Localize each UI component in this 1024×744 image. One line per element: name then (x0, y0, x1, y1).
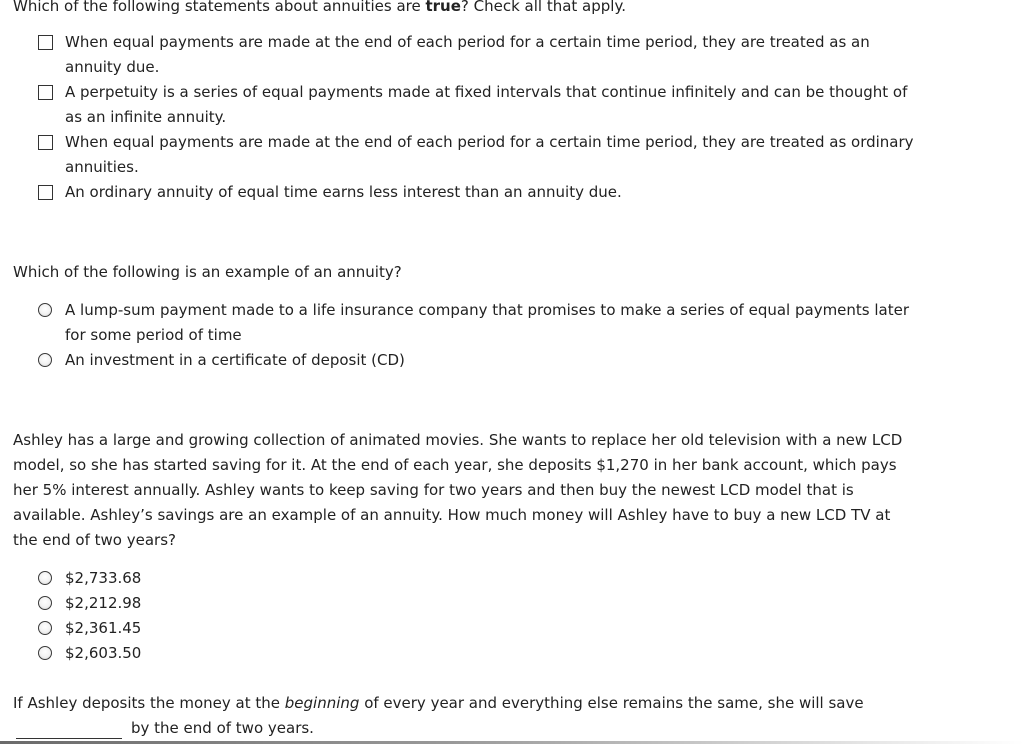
q3-option-3[interactable] (38, 616, 918, 641)
question-2-prompt: Which of the following is an example of an annuity? (13, 263, 402, 281)
q1-option-2-label: A perpetuity is a series of equal payments made at fixed intervals that continue infinitely and can be thought of as an infinite annuity. (65, 83, 908, 126)
q3-option-4-label: $2,603.50 (65, 644, 142, 662)
q3-option-2-label: $2,212.98 (65, 594, 142, 612)
radio-button[interactable] (38, 353, 52, 367)
radio-button[interactable] (38, 303, 52, 317)
q3-option-3-label: $2,361.45 (65, 619, 142, 637)
radio-button[interactable] (38, 621, 52, 635)
q2-option-2[interactable] (38, 348, 918, 373)
question-4-continuation: by the end of two years. (131, 719, 314, 737)
q2-option-1-label: A lump-sum payment made to a life insurance company that promises to make a series of equal payments later for some period of time (65, 301, 910, 344)
q1-option-1-label: When equal payments are made at the end of each period for a certain time period, they are treated as an annuity due. (65, 33, 870, 76)
radio-button[interactable] (38, 646, 52, 660)
q2-option-2-label: An investment in a certificate of deposit (CD) (65, 351, 405, 369)
q1-option-2[interactable] (38, 80, 918, 130)
q1-option-3-label: When equal payments are made at the end of each period for a certain time period, they are treated as ordinary annuities. (65, 133, 914, 176)
checkbox[interactable] (38, 135, 53, 150)
q3-option-1[interactable] (38, 566, 918, 591)
q2-option-1[interactable] (38, 298, 918, 348)
q3-option-4[interactable] (38, 641, 918, 666)
answer-blank-dropdown[interactable] (16, 738, 122, 739)
checkbox[interactable] (38, 35, 53, 50)
question-4-prompt: If Ashley deposits the money at the beginning of every year and everything else remains the same, she will save (13, 694, 864, 712)
q1-option-4-label: An ordinary annuity of equal time earns less interest than an annuity due. (65, 183, 622, 201)
q1-option-3[interactable] (38, 130, 918, 180)
radio-button[interactable] (38, 571, 52, 585)
q3-option-2[interactable] (38, 591, 918, 616)
checkbox[interactable] (38, 85, 53, 100)
q3-option-1-label: $2,733.68 (65, 569, 142, 587)
radio-button[interactable] (38, 596, 52, 610)
q1-option-4[interactable] (38, 180, 918, 205)
question-1-prompt: Which of the following statements about annuities are true? Check all that apply. (13, 0, 626, 15)
checkbox[interactable] (38, 185, 53, 200)
question-3-prompt: Ashley has a large and growing collection of animated movies. She wants to replace her old television with a new LCD model, so she has started saving for it. At the end of each year, she deposits $1,270 in her bank account, which pays her 5% interest annually. Ashley wants to keep saving for two years and then buy the newest LCD model that is available. Ashley’s savings are an example of an annuity. How much money will Ashley have to buy a new LCD TV at the end of two years? (13, 431, 903, 549)
q1-option-1[interactable] (38, 30, 918, 80)
